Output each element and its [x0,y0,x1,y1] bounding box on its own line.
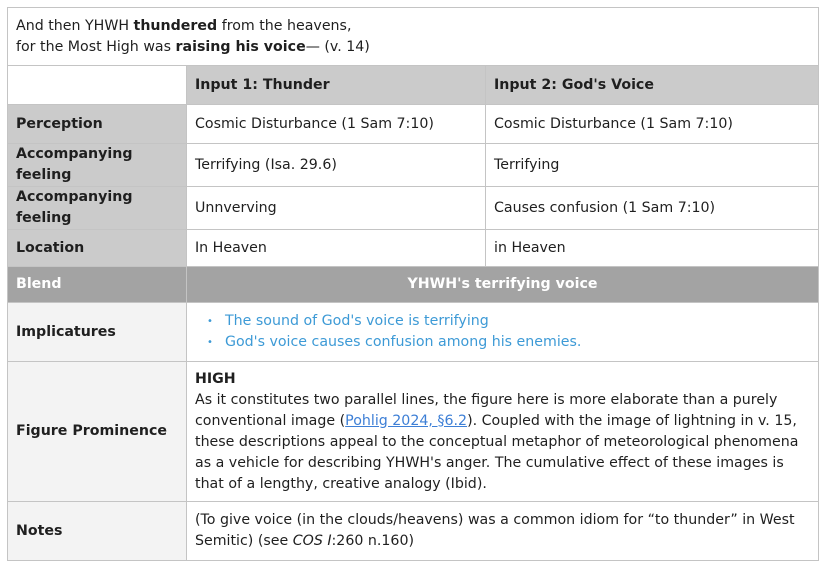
blend-value: YHWH's terrifying voice [187,267,819,303]
notes-text: :260 n.160) [331,533,415,549]
implicatures-list [195,311,810,353]
verse-row [8,8,819,66]
verse-text-segment: from the heavens, [217,17,352,34]
conceptual-blend-table [7,7,819,561]
verse-text-segment: And then YHWH [16,17,134,34]
notes-italic-source: COS I [292,533,332,549]
implicatures-cell [187,303,819,362]
header-input-2: Input 2: God's Voice [486,66,819,105]
implicatures-label: Implicatures [8,303,187,362]
bullet-icon: • [207,337,213,348]
implicature-text: The sound of God's voice is terrifying [225,313,489,329]
cell-input-1: In Heaven [187,230,486,267]
prominence-text: ). Coupled with the image of lightning in v. 15, these descriptions appeal to the conceptual metaphor of meteorological phenomena as a vehicle for describing YHWH's anger. The cumulative effect of these images is that of a lengthy, creative analogy (Ibid). [195,412,799,492]
row-label: Location [8,230,187,267]
row-label: Accompanying feeling [8,144,187,187]
header-row [8,66,819,105]
verse-line-2 [16,37,810,58]
verse-text-segment: for the Most High was [16,38,176,55]
notes-text: (To give voice (in the clouds/heavens) was a common idiom for “to thunder” in West Semitic) (see [195,512,795,549]
cell-input-2: Terrifying [486,144,819,187]
cell-input-1: Cosmic Disturbance (1 Sam 7:10) [187,105,486,144]
bullet-icon: • [207,316,213,327]
row-label: Accompanying feeling [8,187,187,230]
table-row-perception [8,105,819,144]
header-input-1: Input 1: Thunder [187,66,486,105]
notes-label: Notes [8,502,187,561]
prominence-cell [187,362,819,502]
verse-reference: — (v. 14) [305,38,370,55]
prominence-description [195,390,810,495]
verse-bold-raising-voice: raising his voice [175,38,306,55]
implicatures-row [8,303,819,362]
table-row-feeling-2 [8,187,819,230]
citation-link[interactable]: Pohlig 2024, §6.2 [345,412,468,429]
list-item [207,311,810,332]
verse-text [8,8,819,66]
table-row-feeling-1 [8,144,819,187]
cell-input-2: Cosmic Disturbance (1 Sam 7:10) [486,105,819,144]
row-label: Perception [8,105,187,144]
implicature-text: God's voice causes confusion among his enemies. [225,334,582,350]
cell-input-1: Unnverving [187,187,486,230]
cell-input-2: in Heaven [486,230,819,267]
header-blank-cell [8,66,187,105]
prominence-label: Figure Prominence [8,362,187,502]
blend-label: Blend [8,267,187,303]
prominence-level: HIGH [195,370,236,387]
notes-row [8,502,819,561]
cell-input-1: Terrifying (Isa. 29.6) [187,144,486,187]
verse-line-1 [16,16,810,37]
list-item [207,332,810,353]
prominence-text: As it constitutes two parallel lines, the figure here is more elaborate than a purely conventional image ( [195,391,778,429]
cell-input-2: Causes confusion (1 Sam 7:10) [486,187,819,230]
figure-prominence-row [8,362,819,502]
blend-row [8,267,819,303]
table-row-location [8,230,819,267]
notes-cell [187,502,819,561]
verse-bold-thundered: thundered [133,17,218,34]
